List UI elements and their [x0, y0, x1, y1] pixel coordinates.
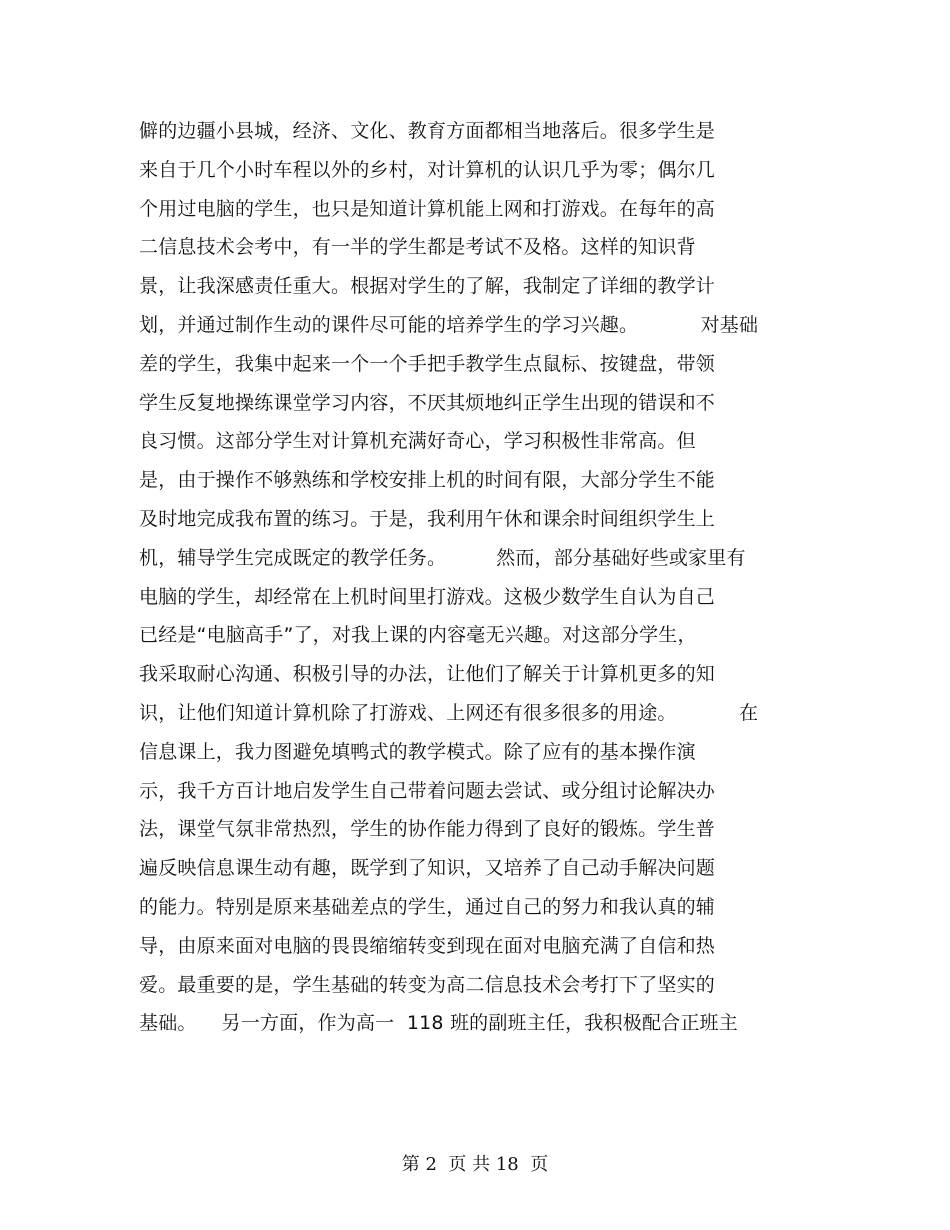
text-line: 来自于几个小时车程以外的乡村，对计算机的认识几乎为零；偶尔几 [139, 158, 716, 181]
page-number-footer: 第 2 页 共 18 页 [401, 1154, 549, 1175]
text-line: 信息课上，我力图避免填鸭式的教学模式。除了应有的基本操作演 [139, 740, 696, 763]
text-line: 遍反映信息课生动有趣，既学到了知识，又培养了自己动手解决问题 [139, 857, 716, 880]
text-line: 爱。最重要的是，学生基础的转变为高二信息技术会考打下了坚实的 [139, 973, 716, 996]
text-line: 良习惯。这部分学生对计算机充满好奇心，学习积极性非常高。但 [139, 430, 696, 453]
text-line: 示，我千方百计地启发学生自己带着问题去尝试、或分组讨论解决办 [139, 779, 716, 802]
text-line: 是，由于操作不够熟练和学校安排上机的时间有限，大部分学生不能 [139, 469, 716, 492]
text-line: 僻的边疆小县城，经济、文化、教育方面都相当地落后。很多学生是 [139, 120, 716, 142]
text-line: 已经是“电脑高手”了，对我上课的内容毫无兴趣。对这部分学生， [139, 624, 697, 647]
body-text [139, 112, 819, 1043]
text-line: 机，辅导学生完成既定的教学任务。 然而，部分基础好些或家里有 [139, 546, 746, 569]
text-line: 差的学生，我集中起来一个一个手把手教学生点鼠标、按键盘，带领 [139, 352, 716, 375]
text-line: 景，让我深感责任重大。根据对学生的了解，我制定了详细的教学计 [139, 275, 716, 298]
text-line: 我采取耐心沟通、积极引导的办法，让他们了解关于计算机更多的知 [139, 663, 716, 686]
text-line: 及时地完成我布置的练习。于是，我利用午休和课余时间组织学生上 [139, 507, 716, 530]
text-line: 导，由原来面对电脑的畏畏缩缩转变到现在面对电脑充满了自信和热 [139, 934, 716, 957]
text-line: 划，并通过制作生动的课件尽可能的培养学生的学习兴趣。 对基础 [139, 313, 759, 336]
text-line: 识，让他们知道计算机除了打游戏、上网还有很多很多的用途。 在 [139, 701, 759, 724]
text-line: 电脑的学生，却经常在上机时间里打游戏。这极少数学生自认为自己 [139, 585, 716, 608]
text-line: 个用过电脑的学生，也只是知道计算机能上网和打游戏。在每年的高 [139, 197, 716, 220]
text-line: 二信息技术会考中，有一半的学生都是考试不及格。这样的知识背 [139, 236, 696, 259]
text-line: 法，课堂气氛非常热烈，学生的协作能力得到了良好的锻炼。学生普 [139, 818, 716, 841]
text-line: 学生反复地操练课堂学习内容，不厌其烦地纠正学生出现的错误和不 [139, 391, 716, 414]
text-line: 的能力。特别是原来基础差点的学生，通过自己的努力和我认真的辅 [139, 895, 716, 918]
text-line: 基础。 另一方面，作为高一 118 班的副班主任，我积极配合正班主 [139, 1012, 738, 1035]
